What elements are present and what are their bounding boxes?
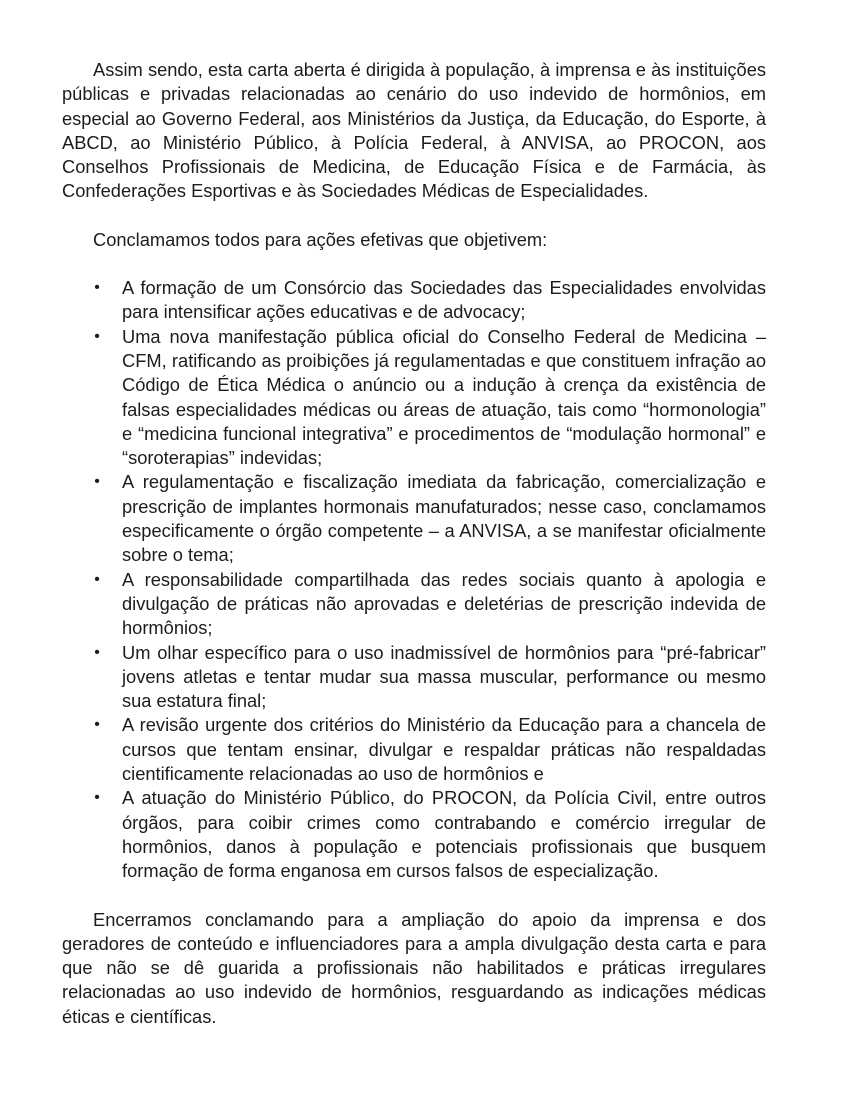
list-item-text: Uma nova manifestação pública oficial do Conselho Federal de Medicina – CFM, ratificando as proibições já regulamentadas e que constituem infração ao Código de Ética Médica o anúncio ou a indução à crença da existência de falsas especialidades médicas ou áreas de atuação, tais como “hormonologia” e “medicina funcional integrativa” e procedimentos de “modulação hormonal” e “soroterapias” indevidas; [122,325,766,469]
bullet-icon: • [94,643,100,661]
list-item [62,276,766,325]
action-list [62,276,766,883]
list-item [62,713,766,786]
list-item-text: A formação de um Consórcio das Sociedades das Especialidades envolvidas para intensificar ações educativas e de advocacy; [122,277,766,323]
bullet-icon: • [94,473,100,491]
list-item-text: A atuação do Ministério Público, do PROCON, da Polícia Civil, entre outros órgãos, para coibir crimes como contrabando e comércio irregular de hormônios, danos à população e potenciais profissionais que busquem formação de forma enganosa em cursos falsos de especialização. [122,787,766,882]
list-item [62,325,766,471]
list-item [62,641,766,714]
bullet-icon: • [94,570,100,588]
lead-paragraph: Conclamamos todos para ações efetivas que objetivem: [93,228,548,250]
list-item-text: Um olhar específico para o uso inadmissível de hormônios para “pré-fabricar” jovens atletas e tentar mudar sua massa muscular, performance ou mesmo sua estatura final; [122,641,766,712]
list-item [62,786,766,883]
list-item [62,568,766,641]
list-item-text: A revisão urgente dos critérios do Ministério da Educação para a chancela de cursos que tentam ensinar, divulgar e respaldar práticas não respaldadas cientificamente relacionadas ao uso de hormônios e [122,714,766,785]
intro-paragraph: Assim sendo, esta carta aberta é dirigida à população, à imprensa e às instituições públicas e privadas relacionadas ao cenário do uso indevido de hormônios, em especial ao Governo Federal, aos Ministérios da Justiça, da Educação, do Esporte, à ABCD, ao Ministério Público, à Polícia Federal, à ANVISA, ao PROCON, aos Conselhos Profissionais de Medicina, de Educação Física e de Farmácia, às Confederações Esportivas e às Sociedades Médicas de Especialidades. [62,59,766,202]
list-item-text: A responsabilidade compartilhada das redes sociais quanto à apologia e divulgação de práticas não aprovadas e deletérias de prescrição indevida de hormônios; [122,568,766,639]
bullet-icon: • [94,716,100,734]
bullet-icon: • [94,279,100,297]
list-item [62,470,766,567]
list-item-text: A regulamentação e fiscalização imediata da fabricação, comercialização e prescrição de implantes hormonais manufaturados; nesse caso, conclamamos especificamente o órgão competente – a ANVISA, a se manifestar oficialmente sobre o tema; [122,471,766,566]
bullet-icon: • [94,789,100,807]
closing-paragraph: Encerramos conclamando para a ampliação do apoio da imprensa e dos geradores de conteúdo e influenciadores para a ampla divulgação desta carta e para que não se dê guarida a profissionais não habilitados e práticas irregulares relacionadas ao uso indevido de hormônios, resguardando as indicações médicas éticas e científicas. [62,908,766,1027]
bullet-icon: • [94,327,100,345]
